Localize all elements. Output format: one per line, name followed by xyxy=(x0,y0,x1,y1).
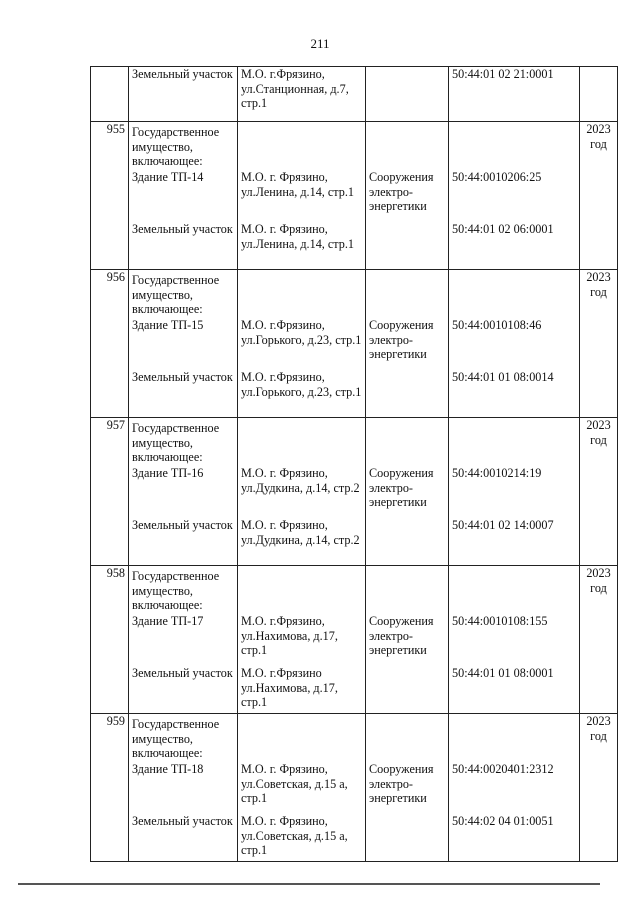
purpose-cell xyxy=(366,566,449,714)
cadastral-number-cell xyxy=(449,566,580,714)
object-name-cell xyxy=(129,714,238,862)
cadastral-number: 50:44:0010108:46 xyxy=(452,318,542,332)
cadastral-number: 50:44:0020401:2312 xyxy=(452,762,554,776)
object-name-cell xyxy=(129,270,238,418)
page-bottom-rule xyxy=(18,883,600,885)
object-address: М.О. г. Фрязино, ул.Дудкина, д.14, стр.2 xyxy=(241,518,360,547)
group-heading: Государственное имущество, включающее: xyxy=(132,421,220,465)
object-name: Земельный участок xyxy=(132,370,233,384)
cadastral-number-cell xyxy=(449,714,580,862)
cadastral-number: 50:44:0010206:25 xyxy=(452,170,542,184)
object-name: Здание ТП-16 xyxy=(132,466,204,480)
object-address: М.О. г. Фрязино, ул.Ленина, д.14, стр.1 xyxy=(241,222,354,251)
object-address: М.О. г.Фрязино, ул.Нахимова, д.17, стр.1 xyxy=(241,614,338,658)
object-address: М.О. г.Фрязино ул.Нахимова, д.17, стр.1 xyxy=(241,666,338,710)
object-purpose: Сооружения электро-энергетики xyxy=(369,170,434,214)
property-group-row xyxy=(91,566,618,714)
heading-spacer xyxy=(369,717,445,762)
object-name: Земельный участок xyxy=(132,666,233,680)
row-number-cell: 955 xyxy=(91,122,129,270)
object-purpose: Сооружения электро-энергетики xyxy=(369,318,434,362)
cadastral-number: 50:44:01 02 14:0007 xyxy=(452,518,554,532)
property-group-row xyxy=(91,714,618,862)
heading-spacer xyxy=(452,273,576,318)
object-name: Здание ТП-17 xyxy=(132,614,204,628)
cadastral-number: 50:44:01 01 08:0001 xyxy=(452,666,554,680)
object-purpose xyxy=(369,222,445,269)
row-number-cell: 956 xyxy=(91,270,129,418)
heading-spacer xyxy=(452,125,576,170)
cadastral-number: 50:44:02 04 01:0051 xyxy=(452,814,554,828)
object-name: Здание ТП-18 xyxy=(132,762,204,776)
year-cell: 2023 год xyxy=(580,418,618,566)
purpose-cell xyxy=(366,67,449,122)
heading-spacer xyxy=(452,717,576,762)
object-address: М.О. г.Фрязино, ул.Горького, д.23, стр.1 xyxy=(241,318,362,347)
object-name-cell xyxy=(129,566,238,714)
object-name: Земельный участок xyxy=(132,518,233,532)
object-address: М.О. г. Фрязино, ул.Дудкина, д.14, стр.2 xyxy=(241,466,360,495)
object-purpose xyxy=(369,518,445,565)
cadastral-number: 50:44:0010108:155 xyxy=(452,614,548,628)
heading-spacer xyxy=(241,125,362,170)
cadastral-number-cell: 50:44:01 02 21:0001 xyxy=(449,67,580,122)
heading-spacer xyxy=(241,569,362,614)
purpose-cell xyxy=(366,714,449,862)
heading-spacer xyxy=(241,421,362,466)
group-heading: Государственное имущество, включающее: xyxy=(132,717,220,761)
object-name: Земельный участок xyxy=(132,222,233,236)
object-purpose xyxy=(369,666,445,713)
row-number-cell xyxy=(91,67,129,122)
heading-spacer xyxy=(369,569,445,614)
cadastral-number-cell xyxy=(449,270,580,418)
object-purpose: Сооружения электро-энергетики xyxy=(369,614,434,658)
object-name: Земельный участок xyxy=(132,814,233,828)
address-cell xyxy=(238,714,366,862)
registry-body xyxy=(91,67,618,862)
row-number-cell: 958 xyxy=(91,566,129,714)
object-purpose: Сооружения электро-энергетики xyxy=(369,762,434,806)
object-name: Здание ТП-15 xyxy=(132,318,204,332)
property-group-row xyxy=(91,270,618,418)
object-purpose: Сооружения электро-энергетики xyxy=(369,466,434,510)
heading-spacer xyxy=(241,717,362,762)
object-name-cell xyxy=(129,418,238,566)
object-purpose xyxy=(369,814,445,861)
cadastral-number-cell xyxy=(449,418,580,566)
purpose-cell xyxy=(366,418,449,566)
page-number: 211 xyxy=(310,36,330,51)
object-address: М.О. г. Фрязино, ул.Советская, д.15 а, стр.1 xyxy=(241,814,348,858)
heading-spacer xyxy=(452,569,576,614)
continuation-row xyxy=(91,67,618,122)
object-address: М.О. г.Фрязино, ул.Горького, д.23, стр.1 xyxy=(241,370,362,399)
object-name-cell xyxy=(129,122,238,270)
property-group-row xyxy=(91,418,618,566)
cadastral-number: 50:44:01 02 06:0001 xyxy=(452,222,554,236)
group-heading: Государственное имущество, включающее: xyxy=(132,125,220,169)
year-cell: 2023 год xyxy=(580,714,618,862)
cadastral-number: 50:44:01 01 08:0014 xyxy=(452,370,554,384)
property-registry-table xyxy=(90,66,618,862)
heading-spacer xyxy=(369,421,445,466)
heading-spacer xyxy=(369,273,445,318)
property-group-row xyxy=(91,122,618,270)
year-cell: 2023 год xyxy=(580,122,618,270)
address-cell xyxy=(238,566,366,714)
object-name-cell: Земельный участок xyxy=(129,67,238,122)
object-name: Здание ТП-14 xyxy=(132,170,204,184)
year-cell: 2023 год xyxy=(580,270,618,418)
address-cell xyxy=(238,270,366,418)
group-heading: Государственное имущество, включающее: xyxy=(132,273,220,317)
year-cell xyxy=(580,67,618,122)
address-cell xyxy=(238,418,366,566)
cadastral-number: 50:44:0010214:19 xyxy=(452,466,542,480)
heading-spacer xyxy=(452,421,576,466)
heading-spacer xyxy=(241,273,362,318)
address-cell xyxy=(238,122,366,270)
row-number-cell: 959 xyxy=(91,714,129,862)
object-address: М.О. г. Фрязино, ул.Ленина, д.14, стр.1 xyxy=(241,170,354,199)
heading-spacer xyxy=(369,125,445,170)
object-address: М.О. г. Фрязино, ул.Советская, д.15 а, стр.1 xyxy=(241,762,348,806)
year-cell: 2023 год xyxy=(580,566,618,714)
purpose-cell xyxy=(366,122,449,270)
row-number-cell: 957 xyxy=(91,418,129,566)
cadastral-number-cell xyxy=(449,122,580,270)
object-purpose xyxy=(369,370,445,417)
group-heading: Государственное имущество, включающее: xyxy=(132,569,220,613)
purpose-cell xyxy=(366,270,449,418)
address-cell: М.О. г.Фрязино, ул.Станционная, д.7, стр.1 xyxy=(238,67,366,122)
